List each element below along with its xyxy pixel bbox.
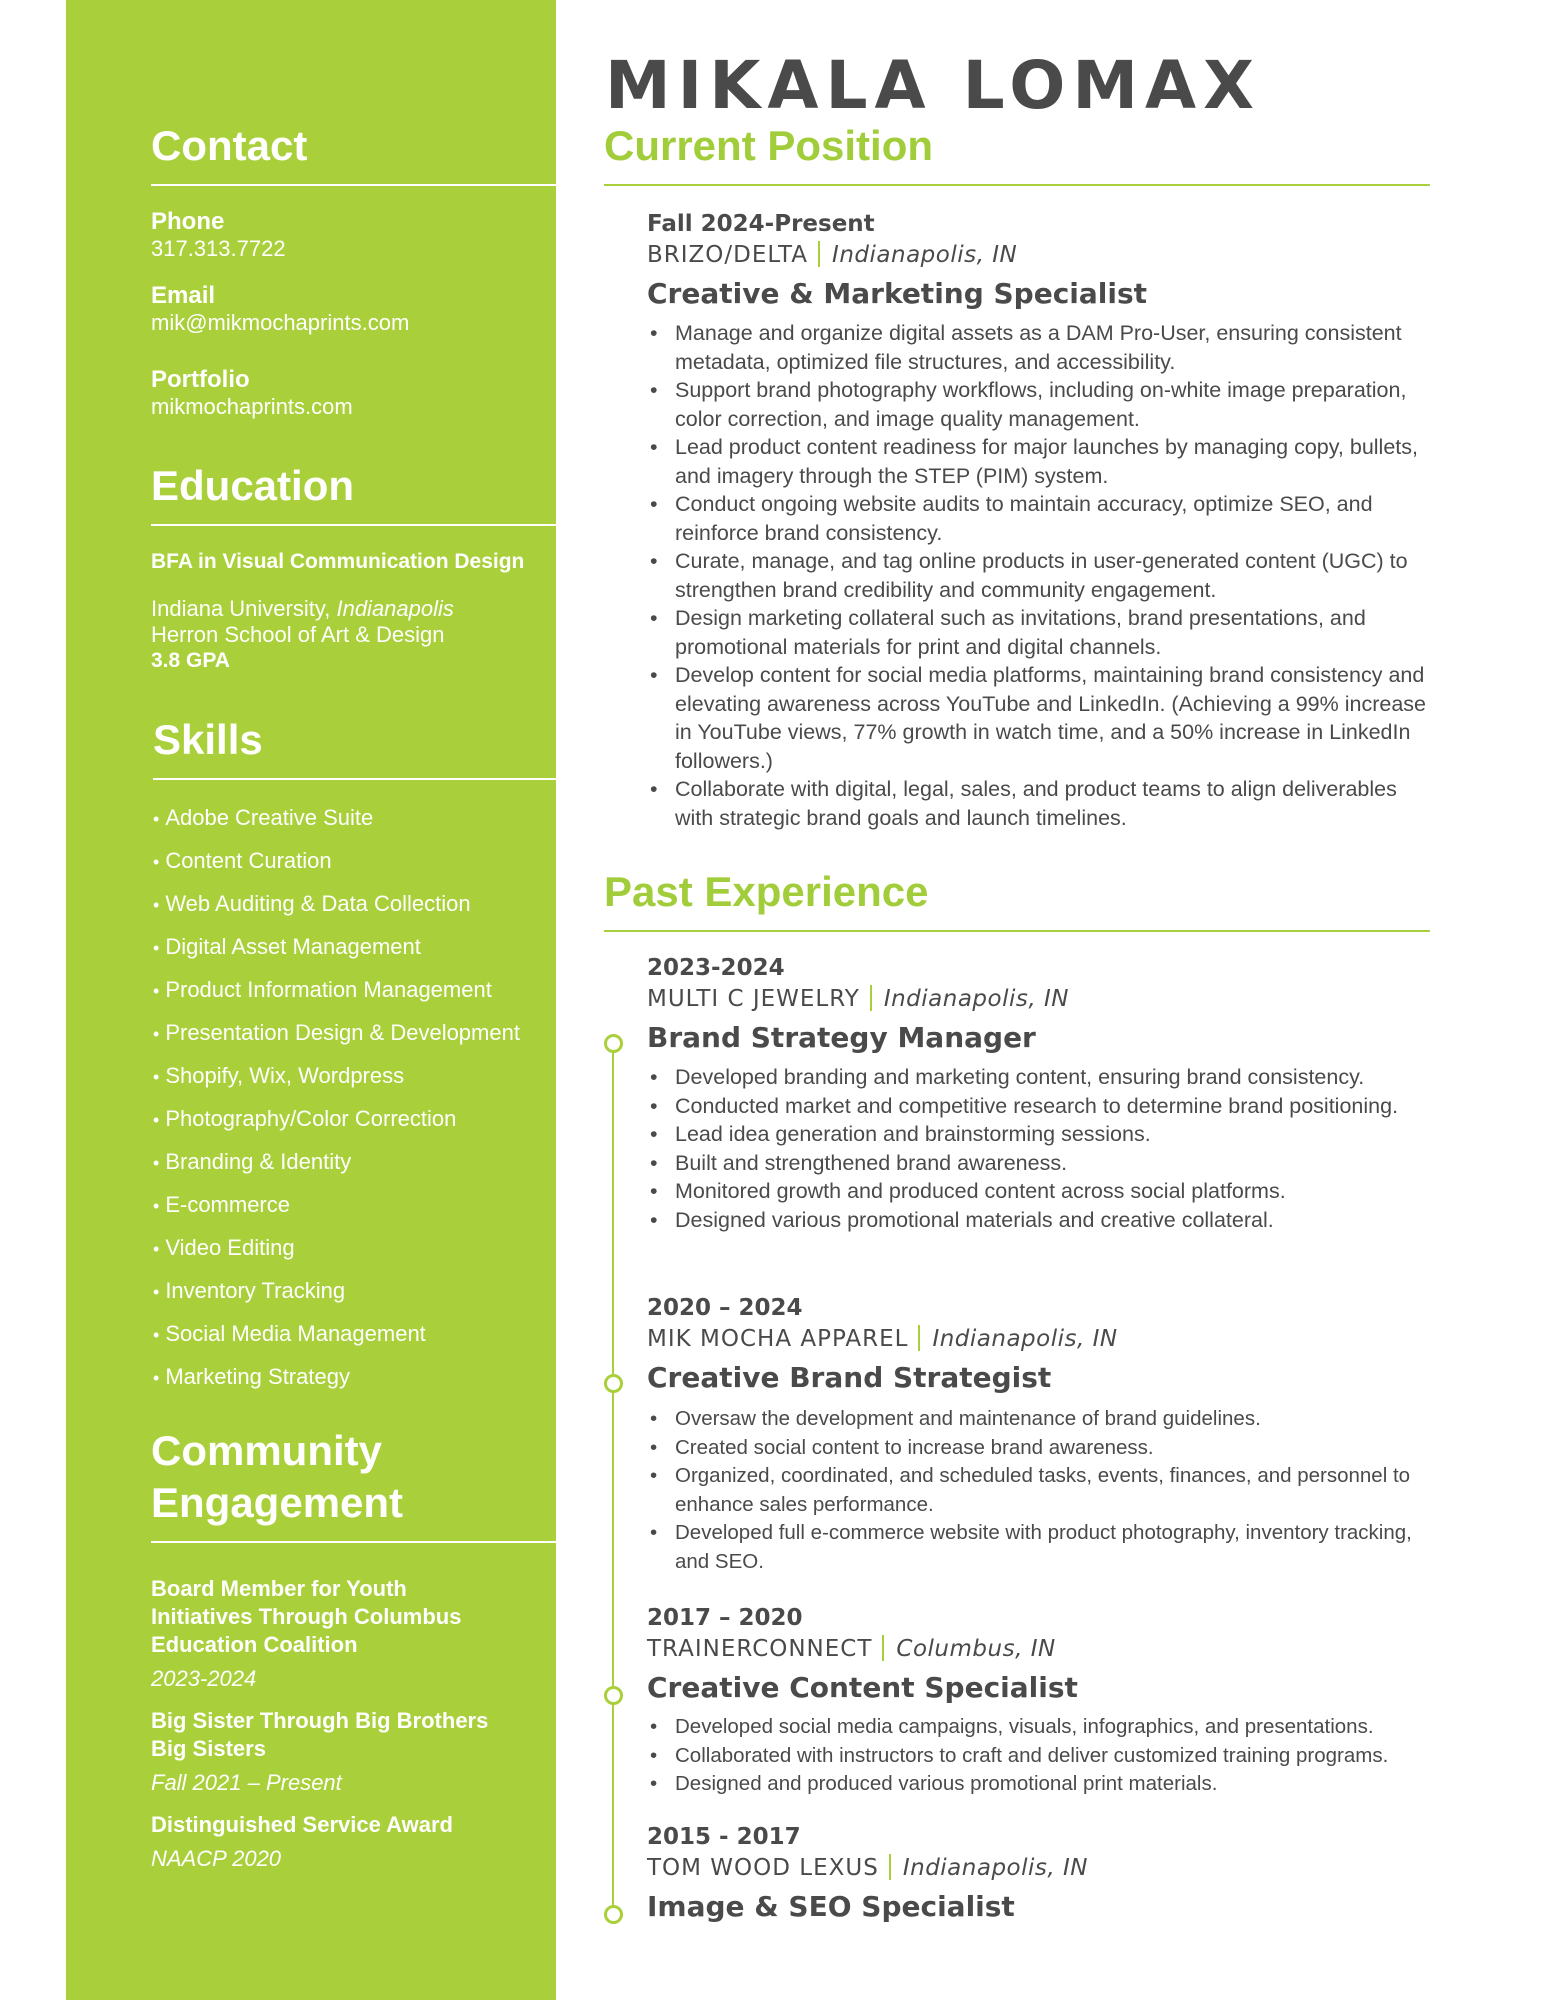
bullet-text: Design marketing collateral such as invitations, brand presentations, and promotional materials for print and digital channels.	[675, 606, 1366, 659]
skill-label: Presentation Design & Development	[165, 1020, 520, 1045]
past-experience-heading: Past Experience	[604, 868, 929, 915]
pipe-divider	[882, 1635, 884, 1661]
bullet-item	[647, 319, 1427, 376]
skills-section	[153, 714, 558, 1398]
bullet-icon: •	[153, 938, 160, 958]
bullet-icon: •	[650, 1179, 658, 1203]
bullet-item	[647, 376, 1427, 433]
bullet-icon: •	[650, 1065, 658, 1089]
bullet-icon: •	[153, 895, 160, 915]
contact-email	[151, 282, 556, 336]
phone-value[interactable]: 317.313.7722	[151, 236, 286, 261]
skill-label: Digital Asset Management	[165, 934, 421, 959]
education-gpa: 3.8 GPA	[151, 649, 230, 672]
community-item-date: Fall 2021 – Present	[151, 1770, 342, 1795]
skill-label: Content Curation	[165, 848, 332, 873]
job-date: 2023-2024	[647, 955, 785, 981]
bullet-text: Organized, coordinated, and scheduled tasks, events, finances, and personnel to enhance sales performance.	[675, 1464, 1411, 1516]
job-location: Indianapolis, IN	[832, 242, 1018, 268]
current-position-heading: Current Position	[604, 122, 934, 169]
skill-label: Photography/Color Correction	[165, 1106, 457, 1131]
email-label: Email	[151, 282, 216, 309]
skill-item	[153, 839, 558, 882]
bullet-text: Manage and organize digital assets as a DAM Pro-User, ensuring consistent metadata, optimized file structures, and accessibility.	[675, 321, 1402, 374]
community-item	[151, 1575, 556, 1693]
bullet-item	[647, 1149, 1427, 1178]
skill-label: Web Auditing & Data Collection	[165, 891, 471, 916]
timeline-node	[604, 1686, 623, 1705]
community-item-title: Board Member for Youth Initiatives Through Columbus Education Coalition	[151, 1576, 462, 1657]
past-experience-section	[604, 868, 1430, 932]
pipe-divider	[818, 241, 820, 267]
portfolio-label: Portfolio	[151, 366, 250, 393]
bullet-icon: •	[153, 809, 160, 829]
job-location: Columbus, IN	[896, 1636, 1056, 1662]
bullet-text: Develop content for social media platforms, maintaining brand consistency and elevating awareness across YouTube and LinkedIn. (Achieving a 99% increase in YouTube views, 77% growth in watch time, and a 50% increase in LinkedIn followers.)	[675, 663, 1426, 773]
phone-label: Phone	[151, 208, 225, 235]
job-company-line	[647, 1323, 1427, 1355]
bullet-icon: •	[650, 321, 658, 345]
job-company: MIK MOCHA APPAREL	[647, 1326, 909, 1352]
skill-item	[153, 1054, 558, 1097]
contact-portfolio	[151, 366, 556, 420]
past-job-4	[647, 1822, 1427, 1926]
bullet-text: Curate, manage, and tag online products in user-generated content (UGC) to strengthen brand credibility and community engagement.	[675, 549, 1408, 602]
job-company: MULTI C JEWELRY	[647, 986, 860, 1012]
job-location: Indianapolis, IN	[902, 1855, 1088, 1881]
bullet-item	[647, 1206, 1427, 1235]
bullet-item	[647, 433, 1427, 490]
skill-item	[153, 1312, 558, 1355]
bullet-item	[647, 604, 1427, 661]
bullet-icon: •	[153, 1024, 160, 1044]
contact-divider	[151, 184, 556, 186]
community-heading	[151, 1425, 556, 1529]
bullet-text: Designed various promotional materials and creative collateral.	[675, 1207, 1274, 1232]
job-location: Indianapolis, IN	[932, 1326, 1118, 1352]
job-company-line	[647, 983, 1427, 1015]
bullet-text: Designed and produced various promotional print materials.	[675, 1772, 1218, 1795]
community-item	[151, 1811, 556, 1873]
bullet-text: Conducted market and competitive research to determine brand positioning.	[675, 1093, 1399, 1118]
bullet-text: Conduct ongoing website audits to maintain accuracy, optimize SEO, and reinforce brand consistency.	[675, 492, 1373, 545]
bullet-item	[647, 490, 1427, 547]
bullet-item	[647, 661, 1427, 775]
job-date: 2020 – 2024	[647, 1295, 803, 1321]
bullet-icon: •	[650, 777, 658, 801]
past-experience-divider	[604, 930, 1430, 932]
job-date: 2015 - 2017	[647, 1824, 801, 1850]
bullet-text: Monitored growth and produced content across social platforms.	[675, 1179, 1286, 1203]
bullet-icon: •	[153, 852, 160, 872]
bullet-icon: •	[650, 1093, 658, 1118]
job-title: Creative Content Specialist	[647, 1671, 1078, 1704]
bullet-icon: •	[153, 1153, 160, 1173]
bullet-item	[647, 1092, 1427, 1121]
past-job-1	[647, 953, 1427, 1234]
bullet-icon: •	[650, 1715, 658, 1738]
skill-item	[153, 796, 558, 839]
job-title: Creative & Marketing Specialist	[647, 277, 1148, 310]
skill-label: Shopify, Wix, Wordpress	[165, 1063, 405, 1088]
job-title: Creative Brand Strategist	[647, 1361, 1052, 1394]
job-company-line	[647, 239, 1427, 271]
skills-heading: Skills	[153, 716, 263, 763]
bullet-text: Support brand photography workflows, including on-white image preparation, color correction, and image quality management.	[675, 378, 1407, 431]
bullet-icon: •	[650, 549, 658, 573]
candidate-name: MIKALA LOMAX	[605, 47, 1262, 124]
skill-item	[153, 1097, 558, 1140]
bullet-item	[647, 1713, 1427, 1742]
current-position-section	[604, 122, 1430, 186]
bullet-icon: •	[650, 378, 658, 402]
pipe-divider	[889, 1854, 891, 1880]
bullet-item	[647, 1177, 1427, 1206]
skills-list	[153, 796, 558, 1398]
bullet-icon: •	[153, 981, 160, 1001]
bullet-text: Built and strengthened brand awareness.	[675, 1150, 1068, 1175]
job-bullets	[647, 1713, 1427, 1799]
contact-heading: Contact	[151, 122, 308, 169]
bullet-icon: •	[650, 663, 658, 687]
skill-label: Marketing Strategy	[165, 1364, 350, 1389]
skill-label: Inventory Tracking	[165, 1278, 346, 1303]
bullet-icon: •	[153, 1325, 160, 1345]
community-item-title: Big Sister Through Big Brothers Big Sisters	[151, 1708, 489, 1761]
bullet-icon: •	[650, 435, 658, 459]
bullet-item	[647, 1770, 1427, 1799]
bullet-icon: •	[650, 1464, 658, 1487]
school-city: Indianapolis	[336, 596, 454, 621]
job-company-line	[647, 1852, 1427, 1884]
skill-label: E-commerce	[165, 1192, 290, 1217]
timeline-node	[604, 1374, 623, 1393]
bullet-text: Created social content to increase brand awareness.	[675, 1435, 1154, 1459]
bullet-item	[647, 1405, 1427, 1434]
job-date: 2017 – 2020	[647, 1605, 803, 1631]
skill-item	[153, 1183, 558, 1226]
email-value[interactable]: mik@mikmochaprints.com	[151, 310, 410, 335]
skill-label: Product Information Management	[165, 977, 492, 1002]
bullet-icon: •	[153, 1239, 160, 1259]
skill-item	[153, 1355, 558, 1398]
skill-label: Adobe Creative Suite	[165, 805, 374, 830]
community-item-date: NAACP 2020	[151, 1846, 282, 1871]
skill-item	[153, 968, 558, 1011]
education-divider	[151, 524, 556, 526]
current-position-divider	[604, 184, 1430, 186]
bullet-icon: •	[650, 1207, 658, 1232]
skill-item	[153, 1269, 558, 1312]
skill-label: Video Editing	[165, 1235, 295, 1260]
bullet-icon: •	[153, 1110, 160, 1130]
job-company-line	[647, 1633, 1427, 1665]
bullet-text: Lead product content readiness for major launches by managing copy, bullets, and imagery through the STEP (PIM) system.	[675, 435, 1418, 488]
bullet-icon: •	[650, 1521, 658, 1544]
job-company: TRAINERCONNECT	[647, 1636, 873, 1662]
skills-divider	[153, 778, 556, 780]
bullet-icon: •	[153, 1196, 160, 1216]
skill-label: Branding & Identity	[165, 1149, 352, 1174]
education-heading: Education	[151, 462, 355, 509]
bullet-icon: •	[153, 1282, 160, 1302]
job-company: TOM WOOD LEXUS	[647, 1855, 879, 1881]
community-item-title: Distinguished Service Award	[151, 1812, 453, 1837]
bullet-item	[647, 1063, 1427, 1092]
skill-item	[153, 882, 558, 925]
contact-phone	[151, 208, 556, 262]
job-title: Image & SEO Specialist	[647, 1890, 1015, 1923]
bullet-icon: •	[650, 606, 658, 630]
timeline-node	[604, 1034, 623, 1053]
education-school	[151, 596, 556, 622]
bullet-text: Collaborate with digital, legal, sales, and product teams to align deliverables with strategic brand goals and launch timelines.	[675, 777, 1397, 830]
education-section	[151, 460, 556, 674]
education-degree: BFA in Visual Communication Design	[151, 550, 525, 573]
bullet-icon: •	[650, 492, 658, 516]
sidebar	[66, 0, 556, 2000]
job-bullets	[647, 1063, 1427, 1234]
bullet-text: Developed social media campaigns, visuals, infographics, and presentations.	[675, 1715, 1374, 1738]
community-section	[151, 1425, 556, 1887]
job-company: BRIZO/DELTA	[647, 242, 809, 268]
community-heading-line1: Community	[151, 1427, 382, 1474]
bullet-item	[647, 1462, 1427, 1519]
timeline-line	[612, 1043, 614, 1912]
bullet-icon: •	[650, 1743, 658, 1767]
bullet-text: Lead idea generation and brainstorming sessions.	[675, 1122, 1151, 1146]
bullet-icon: •	[650, 1435, 658, 1459]
bullet-item	[647, 775, 1427, 832]
skill-item	[153, 1140, 558, 1183]
past-job-3	[647, 1603, 1427, 1799]
timeline-node	[604, 1905, 623, 1924]
bullet-item	[647, 1120, 1427, 1149]
job-date: Fall 2024-Present	[647, 211, 875, 237]
community-item-date: 2023-2024	[151, 1666, 257, 1691]
pipe-divider	[918, 1325, 920, 1351]
bullet-icon: •	[650, 1772, 658, 1795]
job-bullets	[647, 1405, 1427, 1576]
contact-section	[151, 120, 556, 440]
portfolio-link[interactable]: mikmochaprints.com	[151, 394, 353, 419]
past-job-2	[647, 1293, 1427, 1576]
school-name: Indiana University,	[151, 596, 331, 621]
current-job	[647, 209, 1427, 832]
bullet-text: Oversaw the development and maintenance of brand guidelines.	[675, 1407, 1261, 1430]
education-college: Herron School of Art & Design	[151, 622, 445, 647]
pipe-divider	[870, 985, 872, 1011]
bullet-item	[647, 547, 1427, 604]
bullet-icon: •	[153, 1067, 160, 1087]
skill-item	[153, 1011, 558, 1054]
bullet-item	[647, 1434, 1427, 1463]
community-heading-line2: Engagement	[151, 1479, 404, 1526]
skill-item	[153, 1226, 558, 1269]
bullet-item	[647, 1519, 1427, 1576]
bullet-icon: •	[650, 1407, 658, 1430]
community-item	[151, 1707, 556, 1797]
bullet-icon: •	[153, 1368, 160, 1388]
bullet-text: Collaborated with instructors to craft and deliver customized training programs.	[675, 1743, 1389, 1767]
bullet-text: Developed branding and marketing content, ensuring brand consistency.	[675, 1065, 1365, 1089]
job-title: Brand Strategy Manager	[647, 1021, 1036, 1054]
bullet-icon: •	[650, 1122, 658, 1146]
bullet-icon: •	[650, 1150, 658, 1175]
skill-label: Social Media Management	[165, 1321, 426, 1346]
community-divider	[151, 1541, 556, 1543]
job-bullets	[647, 319, 1427, 832]
bullet-item	[647, 1742, 1427, 1771]
skill-item	[153, 925, 558, 968]
bullet-text: Developed full e-commerce website with product photography, inventory tracking, and SEO.	[675, 1521, 1412, 1573]
job-location: Indianapolis, IN	[883, 986, 1069, 1012]
